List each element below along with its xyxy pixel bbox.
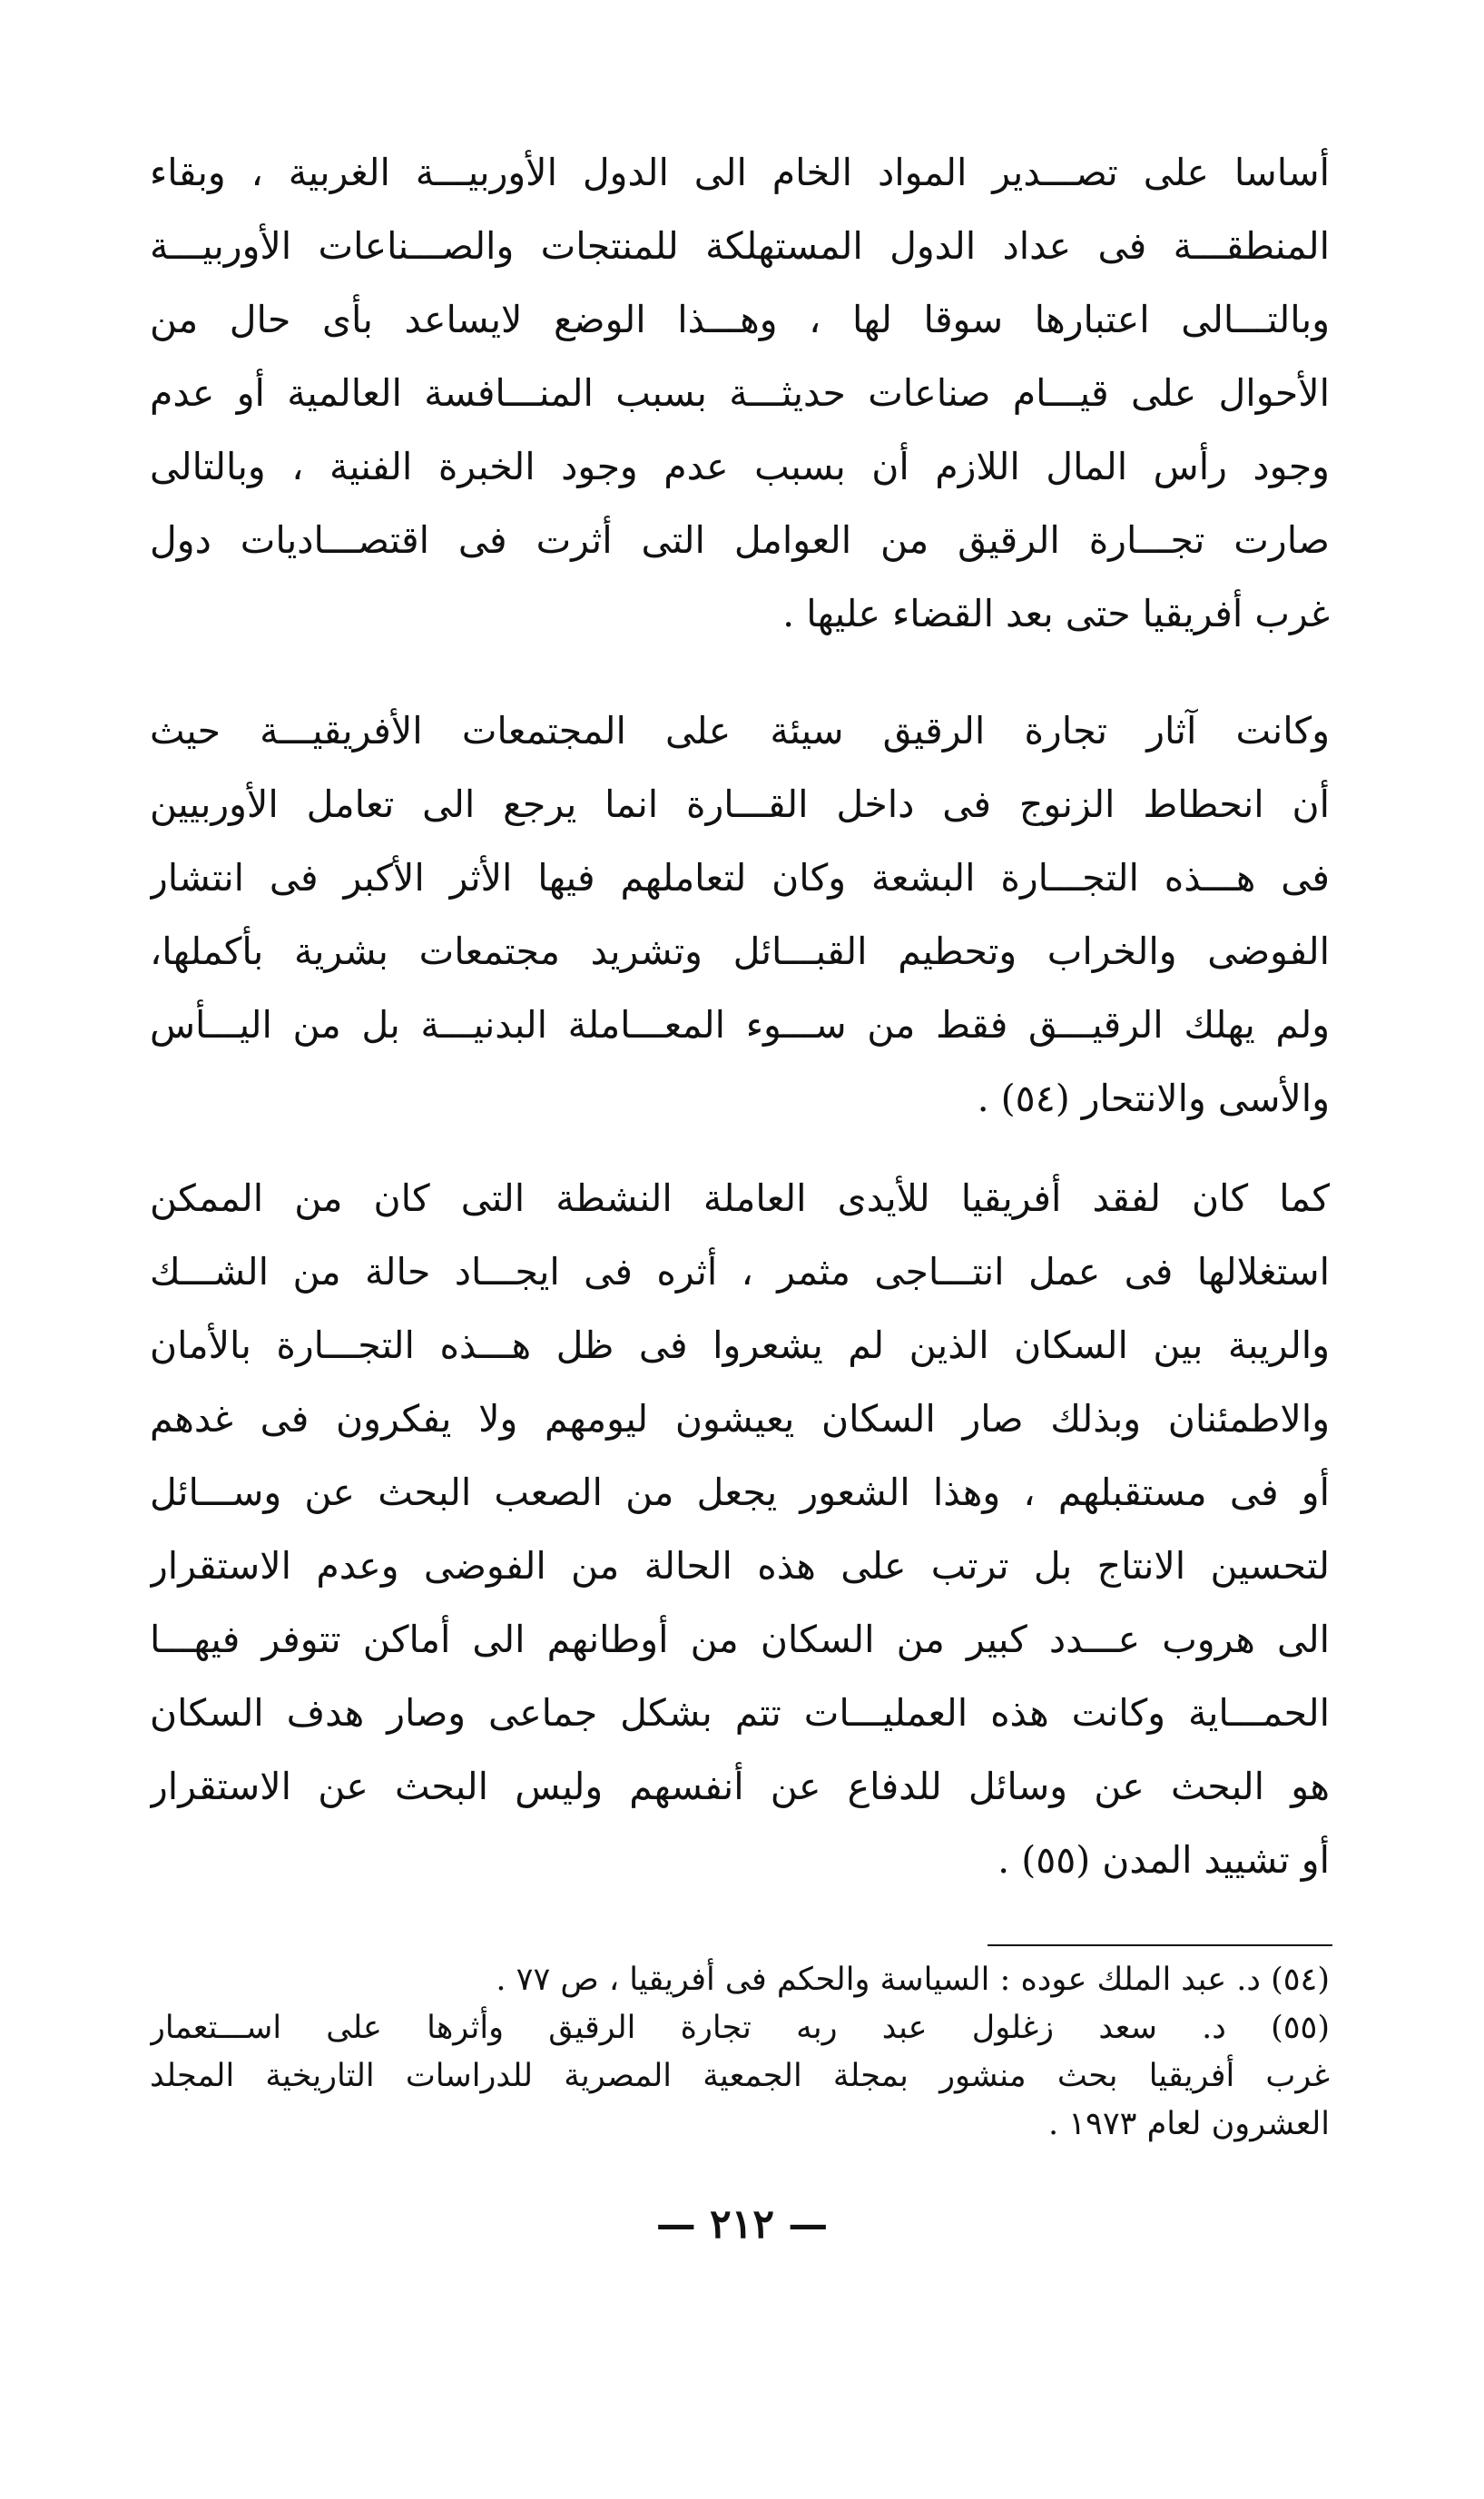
text-line: وبالتـــالى اعتبارها سوقا لها ، وهـــذا الوضع لايساعد بأى حال من [150,298,1330,341]
text-line: والاطمئنان وبذلك صار السكان يعيشون ليومهم ولا يفكرون فى غدهم [150,1397,1330,1441]
text-line: والريبة بين السكان الذين لم يشعروا فى ظل هـــذه التجـــارة بالأمان [150,1323,1330,1367]
text-line: ولم يهلك الرقيـــق فقط من ســـوء المعـــاملة البدنيـــة بل من اليـــأس [150,1003,1330,1047]
footnote-55: (٥٥) د. سعد زغلول عبد ربه تجارة الرقيق وأثرها على اســـتعمار [150,2010,1330,2046]
text-line: أو تشييد المدن (٥٥) . [998,1838,1330,1882]
footnotes [150,1956,1330,2149]
text-line: لتحسين الانتاج بل ترتب على هذه الحالة من الفوضى وعدم الاستقرار [150,1544,1330,1588]
text-line: فى هـــذه التجـــارة البشعة وكان لتعاملهم فيها الأثر الأكبر فى انتشار [150,856,1330,900]
text-line: هو البحث عن وسائل للدفاع عن أنفسهم وليس البحث عن الاستقرار [150,1765,1330,1808]
text-line: استغلالها فى عمل انتـــاجى مثمر ، أثره فى ايجـــاد حالة من الشـــك [150,1250,1330,1294]
paragraph-1 [150,136,1330,651]
text-line: وكانت آثار تجارة الرقيق سيئة على المجتمعات الأفريقيـــة حيث [150,709,1330,753]
text-line: الى هروب عـــدد كبير من السكان من أوطانهم الى أماكن تتوفر فيهـــا [150,1618,1330,1661]
text-line: الفوضى والخراب وتحطيم القبـــائل وتشريد مجتمعات بشرية بأكملها، [150,930,1330,973]
footnote-divider [988,1944,1332,1946]
text-line: غرب أفريقيا حتى بعد القضاء عليها . [782,592,1330,635]
paragraph-2 [150,694,1330,1136]
text-line: أن انحطاط الزنوج فى داخل القـــارة انما يرجع الى تعامل الأوربيين [150,782,1330,826]
text-line: صارت تجـــارة الرقيق من العوامل التى أثرت فى اقتصـــاديات دول [150,518,1330,562]
footnote-55-end: العشرون لعام ١٩٧٣ . [1047,2106,1330,2142]
paragraph-3 [150,1162,1330,1897]
page-number: — ٢١٢ — [655,2201,829,2248]
text-line: والأسى والانتحار (٥٤) . [977,1077,1330,1120]
footnote-55-continued: غرب أفريقيا بحث منشور بمجلة الجمعية المصرية للدراسات التاريخية المجلد [150,2058,1330,2094]
text-line: المنطقـــة فى عداد الدول المستهلكة للمنتجات والصـــناعات الأوربيـــة [150,224,1330,268]
text-line: الأحوال على قيـــام صناعات حديثـــة بسبب المنـــافسة العالمية أو عدم [150,371,1330,415]
text-line: كما كان لفقد أفريقيا للأيدى العاملة النشطة التى كان من الممكن [150,1176,1330,1220]
text-line: الحمـــاية وكانت هذه العمليـــات تتم بشكل جماعى وصار هدف السكان [150,1691,1330,1735]
text-line: أو فى مستقبلهم ، وهذا الشعور يجعل من الصعب البحث عن وســـائل [150,1471,1330,1514]
text-line: وجود رأس المال اللازم أن بسبب عدم وجود الخبرة الفنية ، وبالتالى [150,445,1330,488]
footnote-54: (٥٤) د. عبد الملك عوده : السياسة والحكم فى أفريقيا ، ص ٧٧ . [496,1962,1330,1998]
text-line: أساسا على تصـــدير المواد الخام الى الدول الأوربيـــة الغربية ، وبقاء [150,151,1330,194]
